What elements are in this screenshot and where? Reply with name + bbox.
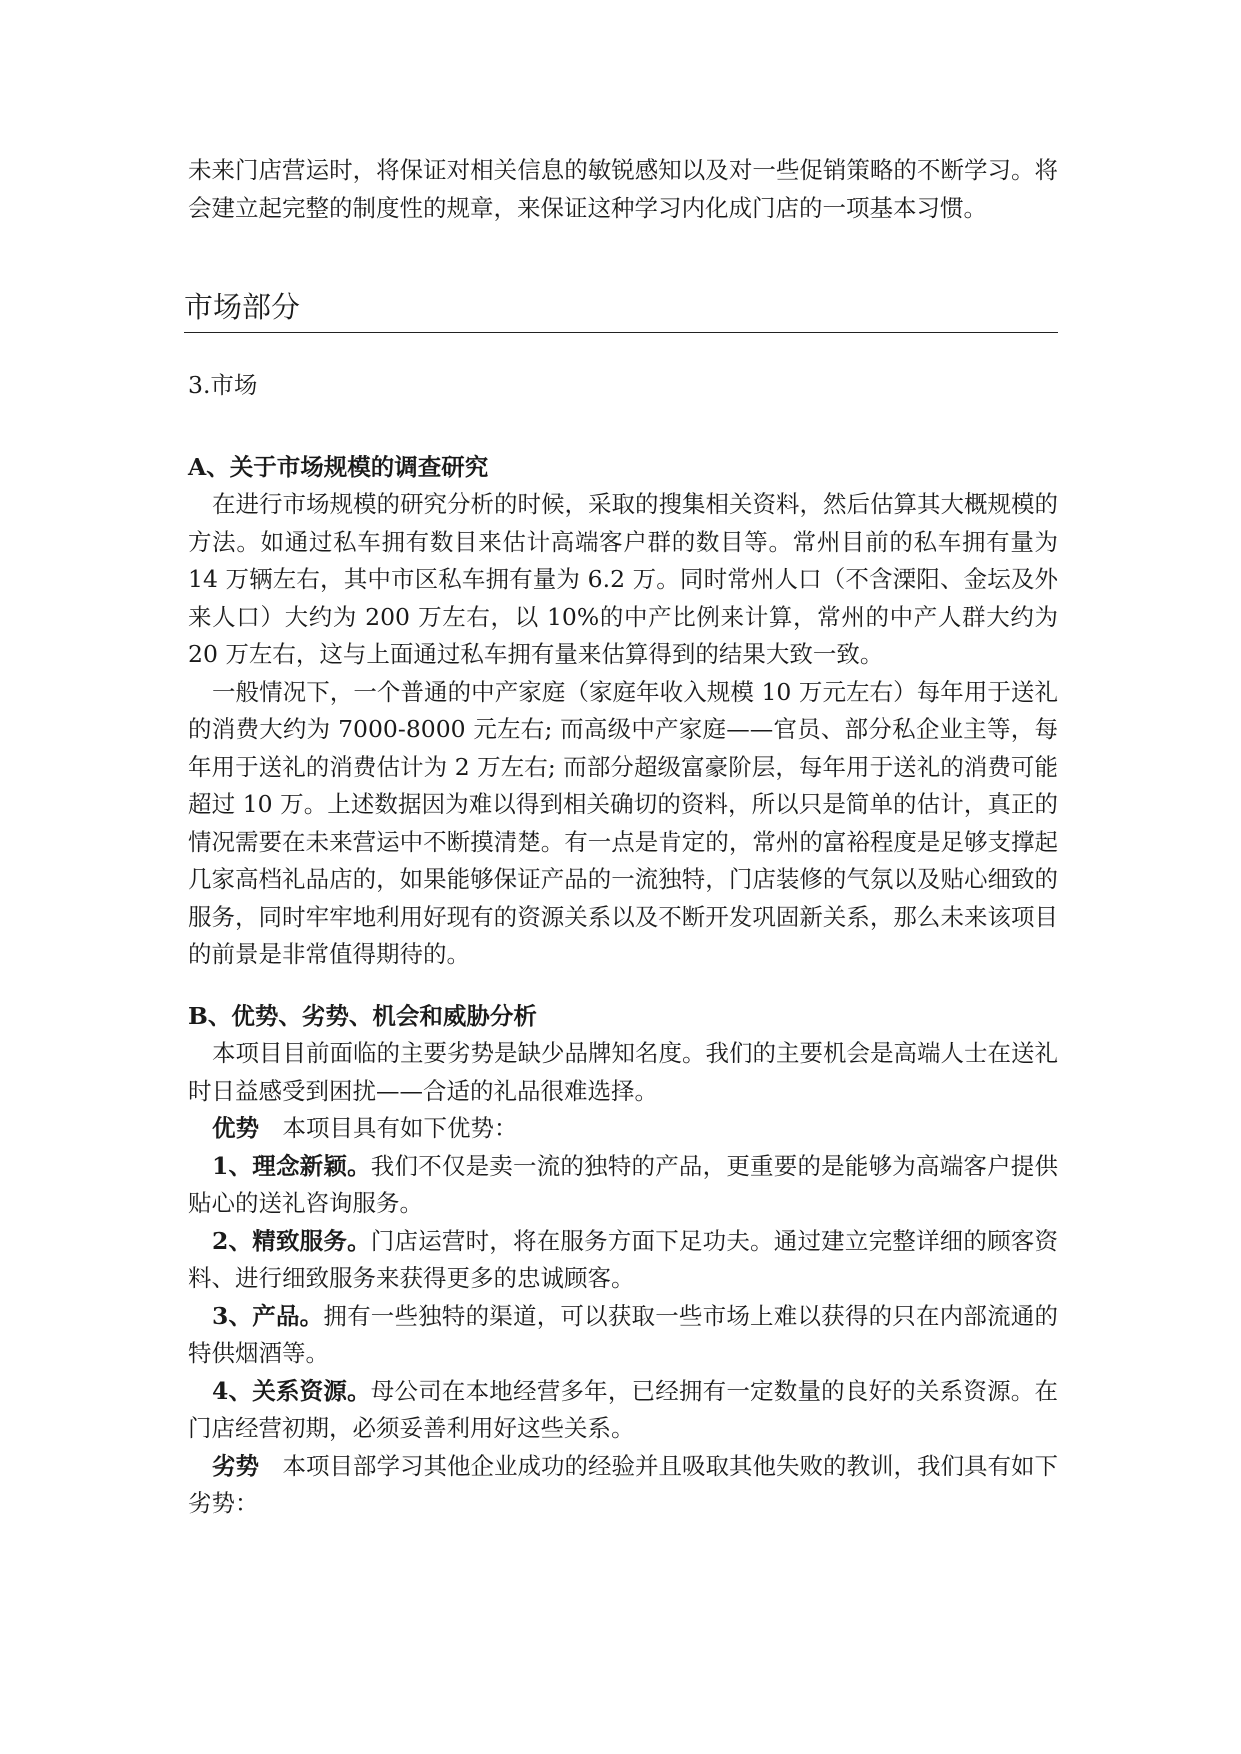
section-subtitle: 3.市场 (188, 371, 258, 399)
strength-item-label: 3、产品。 (212, 1301, 324, 1330)
strength-item-label: 1、理念新颖。 (212, 1151, 371, 1180)
document-page (184, 152, 1058, 1523)
section-title: 市场部分 (184, 286, 1058, 333)
strength-item-text: 拥有一些独特的渠道，可以获取一些市场上难以获得的只在内部流通的特供烟酒等。 (188, 1301, 1058, 1367)
part-b-paragraph-1: 本项目目前面临的主要劣势是缺少品牌知名度。我们的主要机会是高端人士在送礼时日益感受到困扰——合适的礼品很难选择。 (188, 1039, 1058, 1105)
part-a-paragraph-2: 一般情况下，一个普通的中产家庭（家庭年收入规模 10 万元左右）每年用于送礼的消费大约为 7000-8000 元左右; 而高级中产家庭——官员、部分私企业主等，每年用于送礼的消费估计为 2 万左右; 而部分超级富豪阶层，每年用于送礼的消费可能超过 10 万。上述数据因为难以得到相关确切的资料，所以只是简单的估计，真正的情况需要在未来营运中不断摸清楚。有一点是肯定的，常州的富裕程度是足够支撑起几家高档礼品店的，如果能够保证产品的一流独特，门店装修的气氛以及贴心细致的服务，同时牢牢地利用好现有的资源关系以及不断开发巩固新关系，那么未来该项目的前景是非常值得期待的。 (188, 677, 1058, 968)
strengths-text: 本项目具有如下优势： (282, 1114, 518, 1142)
part-a-paragraph-1: 在进行市场规模的研究分析的时候，采取的搜集相关资料，然后估算其大概规模的方法。如通过私车拥有数目来估计高端客户群的数目等。常州目前的私车拥有量为 14 万辆左右，其中市区私车拥有量为 6.2 万。同时常州人口（不含溧阳、金坛及外来人口）大约为 200 万左右，以 10%的中产比例来计算，常州的中产人群大约为 20 万左右，这与上面通过私车拥有量来估算得到的结果大致一致。 (188, 490, 1058, 668)
strengths-paragraph (188, 1110, 1058, 1148)
weakness-label: 劣势 (212, 1451, 259, 1480)
part-a-heading: A、关于市场规模的调查研究 (188, 452, 489, 481)
strength-item-text: 我们不仅是卖一流的独特的产品，更重要的是能够为高端客户提供贴心的送礼咨询服务。 (188, 1151, 1058, 1217)
part-b-heading: B、优势、劣势、机会和威胁分析 (188, 1001, 537, 1030)
strength-item-text: 门店运营时，将在服务方面下足功夫。通过建立完整详细的顾客资料、进行细致服务来获得更多的忠诚顾客。 (188, 1226, 1058, 1292)
strengths-label: 优势 (212, 1114, 259, 1142)
strength-item-text: 母公司在本地经营多年，已经拥有一定数量的良好的关系资源。在门店经营初期，必须妥善利用好这些关系。 (188, 1376, 1058, 1442)
strength-item (188, 1298, 1058, 1373)
strength-item (188, 1223, 1058, 1298)
strength-item-label: 2、精致服务。 (212, 1226, 371, 1255)
intro-paragraph: 未来门店营运时，将保证对相关信息的敏锐感知以及对一些促销策略的不断学习。将会建立起完整的制度性的规章，来保证这种学习内化成门店的一项基本习惯。 (188, 156, 1058, 222)
strength-item (188, 1148, 1058, 1223)
weakness-text: 本项目部学习其他企业成功的经验并且吸取其他失败的教训，我们具有如下劣势： (188, 1451, 1058, 1517)
strength-item-label: 4、关系资源。 (212, 1376, 371, 1405)
weakness-paragraph (188, 1448, 1058, 1523)
strength-item (188, 1373, 1058, 1448)
